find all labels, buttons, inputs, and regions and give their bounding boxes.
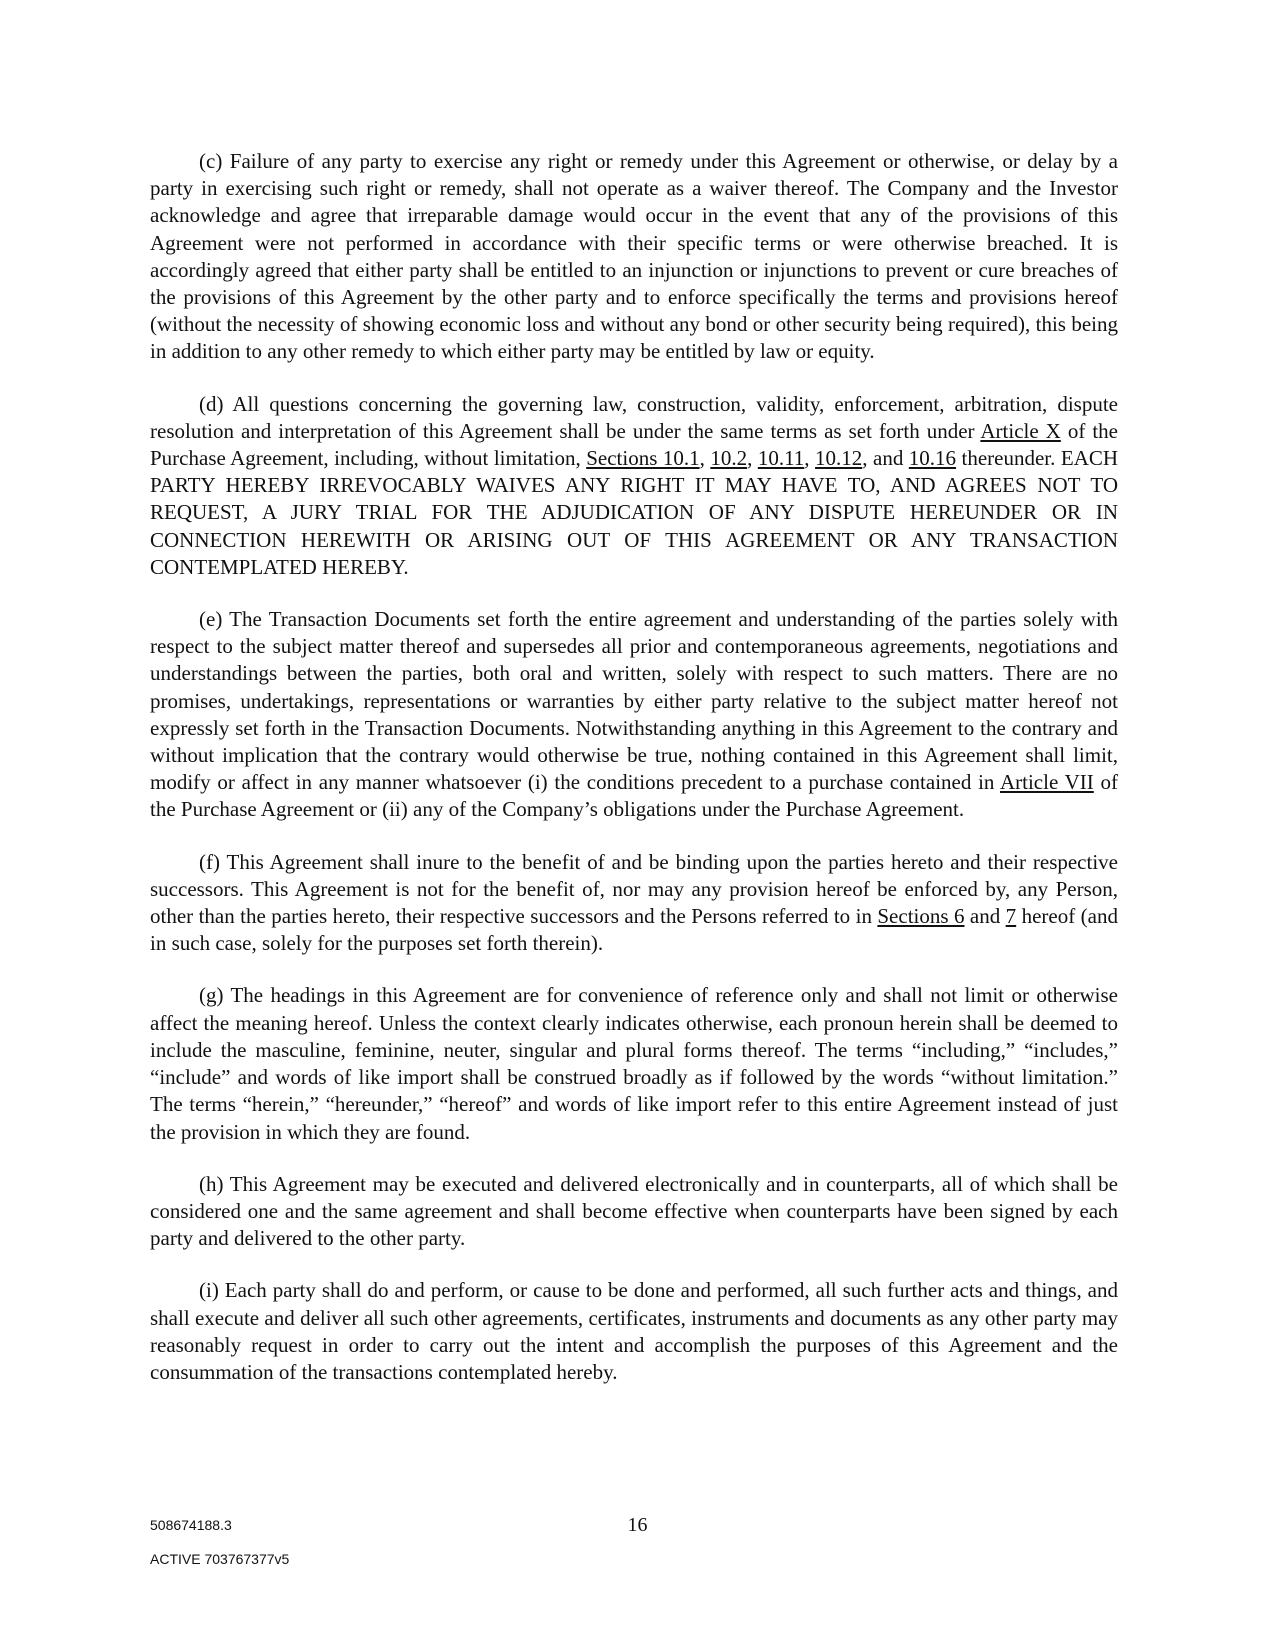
clause-d-text-4: thereunder. EACH PARTY HEREBY IRREVOCABLY WAIVES ANY RIGHT IT MAY HAVE TO, AND AGREES NOT TO REQUEST, A JURY TRIAL FOR THE ADJUDICATION OF ANY DISPUTE HEREUNDER OR IN CONNECTION HEREWITH OR ARISING OUT OF THIS AGREEMENT OR ANY TRANSACTION CONTEMPLATED HEREBY. [150, 446, 1119, 579]
clause-e-text-1: (e) The Transaction Documents set forth the entire agreement and understanding of the parties solely with respect to the subject matter thereof and supersedes all prior and contemporaneous agreements, negotiations and understandings between the parties, both oral and written, solely with respect to such matters. There are no promises, undertakings, representations or warranties by either party relative to the subject matter hereof not expressly set forth in the Transaction Documents. Notwithstanding anything in this Agreement to the contrary and without implication that the contrary would otherwise be true, nothing contained in this Agreement shall limit, modify or affect in any manner whatsoever (i) the conditions precedent to a purchase contained in [150, 607, 1118, 795]
clause-c-text: (c) Failure of any party to exercise any right or remedy under this Agreement or otherwise, or delay by a party in exercising such right or remedy, shall not operate as a waiver thereof. The Company and the Investor acknowledge and agree that irreparable damage would occur in the event that any of the provisions of this Agreement were not performed in accordance with their specific terms or were otherwise breached. It is accordingly agreed that either party shall be entitled to an injunction or injunctions to prevent or cure breaches of the provisions of this Agreement by the other party and to enforce specifically the terms and provisions hereof (without the necessity of showing economic loss and without any bond or other security being required), this being in addition to any other remedy to which either party may be entitled by law or equity. [150, 149, 1118, 364]
clause-g [150, 982, 1118, 1145]
clause-e-text-2: of the Purchase Agreement or (ii) any of the Company’s obligations under the Purchase Agreement. [150, 770, 1118, 822]
clause-e [150, 606, 1118, 824]
clause-i [150, 1277, 1118, 1386]
footer-active-id: ACTIVE 703767377v5 [150, 1551, 290, 1567]
clause-d-text-1: (d) All questions concerning the governing law, construction, validity, enforcement, arbitration, dispute resolution and interpretation of this Agreement shall be under the same terms as set forth under [150, 391, 1118, 443]
section-10-16-reference: 10.16 [908, 446, 957, 471]
section-10-11-reference: 10.11 [757, 446, 805, 471]
section-7-reference: 7 [1005, 904, 1017, 929]
clause-d-text-3: , and [862, 446, 909, 471]
section-10-12-reference: 10.12 [815, 446, 863, 471]
footer-doc-id: 508674188.3 [150, 1517, 232, 1533]
separator: , [804, 446, 816, 471]
clause-f-text-2: and [964, 904, 1006, 929]
section-10-2-reference: 10.2 [710, 446, 748, 471]
clause-f [150, 849, 1118, 958]
clause-i-text: (i) Each party shall do and perform, or cause to be done and performed, all such further acts and things, and shall execute and deliver all such other agreements, certificates, instruments and documents as any other party may reasonably request in order to carry out the intent and accomplish the purposes of this Agreement and the consummation of the transactions contemplated hereby. [150, 1278, 1118, 1384]
page-number: 16 [627, 1514, 648, 1536]
sections-6-reference: Sections 6 [877, 904, 965, 929]
separator: , [699, 446, 711, 471]
clause-f-text-1: (f) This Agreement shall inure to the benefit of and be binding upon the parties hereto and their respective successors. This Agreement is not for the benefit of, nor may any provision hereof be enforced by, any Person, other than the parties hereto, their respective successors and the Persons referred to in [150, 849, 1118, 929]
clause-d [150, 391, 1118, 581]
clause-h [150, 1171, 1118, 1253]
article-x-reference: Article X [980, 418, 1061, 443]
document-body [150, 148, 1118, 1411]
clause-h-text: (h) This Agreement may be executed and delivered electronically and in counterparts, all of which shall be considered one and the same agreement and shall become effective when counterparts have been signed by each party and delivered to the other party. [150, 1171, 1118, 1251]
clause-f-text-3: hereof (and in such case, solely for the purposes set forth therein). [150, 904, 1118, 956]
clause-c [150, 148, 1118, 366]
sections-10-1-reference: Sections 10.1 [586, 446, 700, 471]
clause-d-text-2: of the Purchase Agreement, including, without limitation, [150, 418, 1118, 471]
article-vii-reference: Article VII [999, 770, 1094, 795]
separator: , [747, 446, 758, 471]
clause-g-text: (g) The headings in this Agreement are for convenience of reference only and shall not limit or otherwise affect the meaning hereof. Unless the context clearly indicates otherwise, each pronoun herein shall be deemed to include the masculine, feminine, neuter, singular and plural forms thereof. The terms “including,” “includes,” “include” and words of like import shall be construed broadly as if followed by the words “without limitation.” The terms “herein,” “hereunder,” “hereof” and words of like import refer to this entire Agreement instead of just the provision in which they are found. [150, 983, 1118, 1144]
